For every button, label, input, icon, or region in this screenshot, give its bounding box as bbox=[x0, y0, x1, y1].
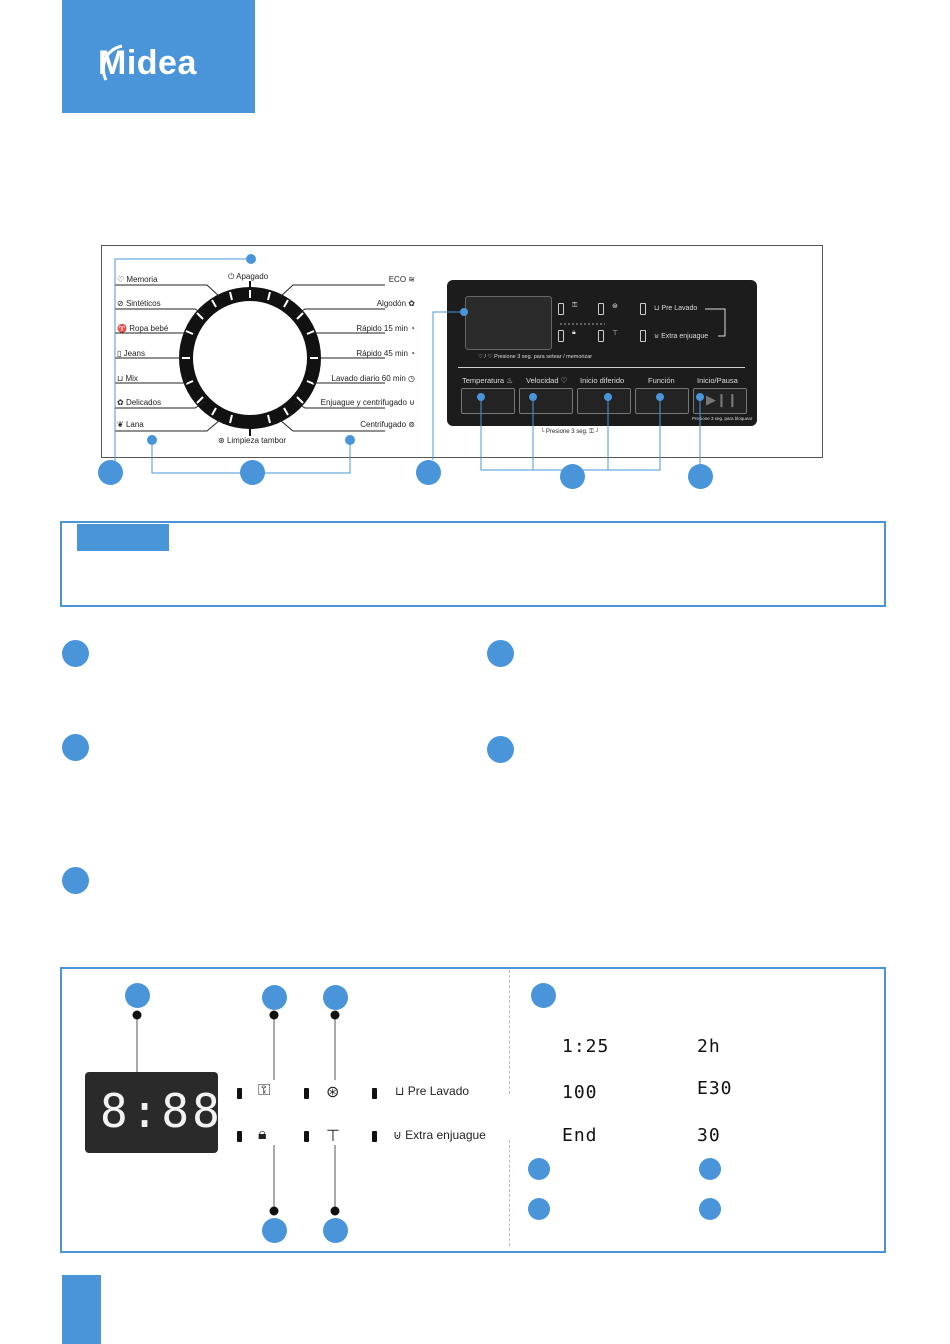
callout-circle bbox=[531, 983, 556, 1008]
indicator bbox=[304, 1088, 309, 1099]
description-marker bbox=[487, 736, 514, 763]
description-marker bbox=[62, 867, 89, 894]
inicio-diferido-label: Inicio diferido bbox=[580, 376, 625, 385]
inicio-pausa-label: Inicio/Pausa bbox=[697, 376, 738, 385]
lock-icon: 🔒︎ bbox=[258, 1126, 267, 1143]
panel-bracket-lines bbox=[560, 304, 730, 344]
callout-circle bbox=[560, 464, 585, 489]
program-sinteticos: ⊘ Sintéticos bbox=[117, 299, 161, 308]
description-marker bbox=[62, 640, 89, 667]
lower-divider bbox=[509, 1140, 510, 1246]
button-callout-lines bbox=[470, 393, 710, 473]
lock-icon: 🔒︎ bbox=[572, 329, 576, 336]
code-2h: 2h bbox=[697, 1036, 721, 1057]
program-lavado-diario: Lavado diario 60 min ◷ bbox=[331, 374, 415, 383]
program-eco: ECO ≋ bbox=[388, 275, 415, 284]
code-1-25: 1:25 bbox=[562, 1036, 610, 1057]
program-centrifugado: Centrifugado ⊚ bbox=[360, 420, 415, 429]
program-delicados: ✿ Delicados bbox=[117, 398, 162, 407]
program-enjuague-centrifugado: Enjuague y centrifugado ⊍ bbox=[320, 398, 415, 407]
callout-circle bbox=[699, 1198, 721, 1220]
display-screen bbox=[465, 296, 552, 350]
anti-crease-icon: ⊤ bbox=[326, 1128, 340, 1145]
play-pause-icon: ▶❙❙ bbox=[706, 392, 738, 407]
callout-circle bbox=[240, 460, 265, 485]
pre-lavado-indicator: ⊔ Pre Lavado bbox=[395, 1084, 470, 1098]
brand-logo: Midea bbox=[98, 44, 197, 82]
callout-circle bbox=[528, 1158, 550, 1180]
callout-dot bbox=[246, 254, 256, 264]
description-marker bbox=[62, 734, 89, 761]
note-tab bbox=[77, 524, 169, 551]
program-rapido-45: Rápido 45 min ◔ bbox=[356, 349, 415, 358]
drum-clean-icon: ⊛ bbox=[612, 303, 618, 310]
crease-icon: ⊤ bbox=[612, 330, 619, 337]
funcion-label: Función bbox=[648, 376, 675, 385]
lower-connector-lines bbox=[120, 1005, 360, 1225]
callout-dot bbox=[345, 435, 355, 445]
pre-lavado-panel-label: ⊔ Pre Lavado bbox=[654, 305, 698, 312]
indicator bbox=[237, 1088, 242, 1099]
child-lock-icon: ⚿ bbox=[258, 1082, 271, 1099]
indicator bbox=[237, 1131, 242, 1142]
callout-circle bbox=[528, 1198, 550, 1220]
limpieza-tambor-label: ⊛ Limpieza tambor bbox=[218, 436, 287, 445]
callout-circle bbox=[416, 460, 441, 485]
page-footer-tab bbox=[62, 1275, 101, 1344]
program-jeans: ▯ Jeans bbox=[117, 349, 145, 358]
extra-enjuague-panel-label: ⊍ Extra enjuague bbox=[654, 333, 709, 340]
lock-child-icon: ⚿ bbox=[572, 302, 578, 309]
description-marker bbox=[487, 640, 514, 667]
program-ropa-bebe: ♈ Ropa bebé bbox=[117, 324, 169, 333]
program-algodon: Algodón ✿ bbox=[376, 299, 415, 308]
code-e30: E30 bbox=[697, 1078, 733, 1099]
callout-circle bbox=[688, 464, 713, 489]
panel-divider bbox=[458, 367, 745, 368]
indicator bbox=[372, 1088, 377, 1099]
velocidad-label: Velocidad ♡ bbox=[526, 376, 568, 385]
callout-circle bbox=[98, 460, 123, 485]
callout-dot bbox=[147, 435, 157, 445]
program-memoria: ♡ Memoria bbox=[117, 275, 158, 284]
code-end: End bbox=[562, 1125, 598, 1146]
program-rapido-15: Rápido 15 min ◔ bbox=[356, 324, 415, 333]
note-box bbox=[60, 521, 886, 607]
callout-circle bbox=[699, 1158, 721, 1180]
lower-divider bbox=[509, 970, 510, 1094]
code-100: 100 bbox=[562, 1082, 598, 1103]
code-30: 30 bbox=[697, 1125, 721, 1146]
apagado-label: ⏻ Apagado bbox=[228, 272, 269, 281]
extra-enjuague-indicator: ⊍ Extra enjuague bbox=[393, 1128, 486, 1142]
digital-display-readout: 8:88 bbox=[100, 1084, 223, 1138]
pause-hint: Presione 3 seg. para bloquear bbox=[692, 416, 753, 421]
indicator bbox=[304, 1131, 309, 1142]
indicator bbox=[372, 1131, 377, 1142]
temperatura-label: Temperatura ♨ bbox=[462, 376, 513, 385]
program-lana: ❦ Lana bbox=[117, 420, 144, 429]
program-mix: ⊔ Mix bbox=[117, 374, 138, 383]
drum-clean-icon: ⊛ bbox=[326, 1084, 340, 1101]
memo-hint: ♡ / ♡ Presione 3 seg. para setear / memorizar bbox=[478, 354, 593, 360]
lock-hint: └ Presione 3 seg. ⚿ ┘ bbox=[540, 429, 600, 435]
